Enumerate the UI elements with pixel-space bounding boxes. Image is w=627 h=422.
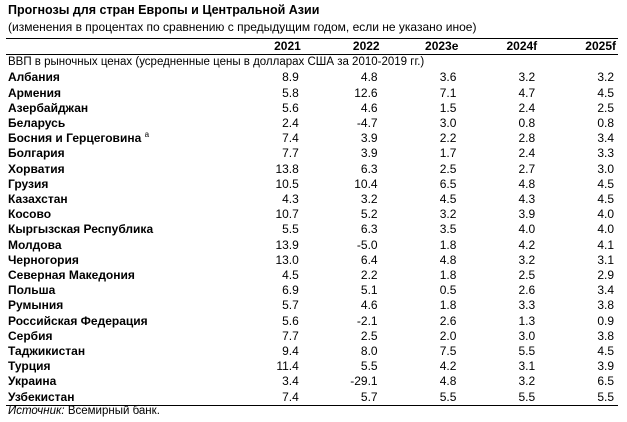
table-row [6,222,618,237]
value-cell: 4.7 [518,85,536,100]
value-cell: 2.6 [439,313,457,328]
value-cell: 3.2 [439,207,457,222]
value-cell: 5.2 [360,207,378,222]
value-cell: 7.4 [282,131,299,146]
country-label: Албания [8,70,60,85]
value-cell: 7.5 [439,344,457,359]
table-row [6,283,618,298]
source-label: Источник: [8,405,65,417]
value-cell: 13.8 [275,161,299,176]
value-cell: 2.2 [360,268,378,283]
table-row [6,374,618,389]
value-cell: 4.6 [360,100,378,115]
value-cell: 4.0 [597,222,614,237]
table-subtitle: (изменения в процентах по сравнению с предыдущим годом, если не указано иное) [8,20,477,34]
table-row [6,359,618,374]
value-cell: 5.5 [518,344,536,359]
section-row [6,55,618,71]
value-cell: 5.7 [282,298,299,313]
value-cell: 2.0 [439,328,457,343]
table-row [6,268,618,283]
value-cell: 3.2 [518,374,536,389]
table-row [6,298,618,313]
value-cell: 3.9 [360,146,378,161]
country-name [6,131,224,146]
table-row [6,86,618,101]
value-cell: 4.0 [597,207,614,222]
value-cell: 3.1 [597,252,614,267]
value-cell: 4.5 [282,268,299,283]
country-label: Кыргызская Республика [8,222,154,237]
value-cell: 3.1 [518,359,536,374]
value-cell: 1.8 [439,237,457,252]
country-name [6,192,224,207]
country-name [6,162,224,177]
value-cell: 4.1 [597,237,614,252]
value-cell: 7.4 [224,390,303,406]
value-cell: 3.3 [597,146,614,161]
value-cell: 4.8 [360,70,378,85]
table-row [6,146,618,161]
value-cell: 3.6 [439,70,457,85]
country-label: Армения [8,85,62,100]
value-cell: 3.8 [597,328,614,343]
country-label: Польша [8,283,56,298]
value-cell: 13.0 [275,252,299,267]
country-label: Сербия [8,328,53,343]
value-cell: 2.5 [439,161,457,176]
table-row [6,116,618,131]
table-row [6,131,618,146]
value-cell: 2.2 [439,131,457,146]
source-note [8,405,160,417]
table-row [6,101,618,116]
value-cell: 3.9 [597,359,614,374]
value-cell: 4.5 [597,176,614,191]
value-cell: -2.1 [356,313,378,328]
table-row [6,253,618,268]
value-cell: 5.5 [539,390,618,406]
country-name [6,146,224,161]
country-name [6,207,224,222]
country-label: Узбекистан [8,389,75,404]
value-cell: 0.8 [597,116,614,131]
value-cell: 5.5 [282,222,299,237]
value-cell: 2.8 [518,131,536,146]
country-label: Косово [8,207,52,222]
value-cell: 0.9 [597,313,614,328]
value-cell: 7.7 [282,328,299,343]
value-cell: 4.3 [518,192,536,207]
table-row [6,329,618,344]
header-year: 2021 [224,39,303,55]
value-cell: 10.7 [275,207,299,222]
value-cell: 3.0 [439,116,457,131]
value-cell: 3.9 [360,131,378,146]
country-name [6,314,224,329]
value-cell: 3.8 [597,298,614,313]
country-name [6,101,224,116]
country-label: Турция [8,359,51,374]
country-name [6,329,224,344]
value-cell: 4.6 [360,298,378,313]
country-label: Российская Федерация [8,313,148,328]
country-label: Беларусь [8,116,66,131]
value-cell: -5.0 [356,237,378,252]
table-row [6,177,618,192]
country-label: Болгария [8,146,65,161]
value-cell: 4.8 [439,374,457,389]
value-cell: 0.5 [439,283,457,298]
value-cell: 5.6 [282,313,299,328]
country-name [6,374,224,389]
value-cell: 2.5 [518,268,536,283]
value-cell: 3.4 [597,131,614,146]
country-name [6,238,224,253]
value-cell: 5.8 [282,85,299,100]
country-name [6,283,224,298]
value-cell: -4.7 [356,116,378,131]
country-name [6,359,224,374]
country-name [6,390,224,406]
value-cell: 4.5 [597,344,614,359]
value-cell: 3.2 [518,252,536,267]
value-cell: 2.4 [282,116,299,131]
value-cell: 3.4 [282,374,299,389]
value-cell: 3.5 [439,222,457,237]
value-cell: 4.5 [439,192,457,207]
value-cell: 3.2 [360,192,378,207]
country-name [6,177,224,192]
value-cell: 5.6 [282,100,299,115]
country-label: Румыния [8,298,64,313]
value-cell: 3.4 [597,283,614,298]
value-cell: 3.2 [597,70,614,85]
header-row [6,39,618,55]
country-name [6,222,224,237]
value-cell: 4.5 [597,85,614,100]
value-cell: 1.7 [439,146,457,161]
value-cell: 10.5 [275,176,299,191]
value-cell: 4.8 [439,252,457,267]
value-cell: 6.3 [360,222,378,237]
value-cell: 4.0 [518,222,536,237]
header-year: 2024f [460,39,539,55]
table-title: Прогнозы для стран Европы и Центральной Азии [8,3,320,17]
value-cell: 13.9 [275,237,299,252]
table-row [6,238,618,253]
value-cell: 6.5 [597,374,614,389]
value-cell: 6.5 [439,176,457,191]
country-label: Украина [8,374,57,389]
country-label: Черногория [8,252,79,267]
value-cell: 4.5 [597,192,614,207]
table-row [6,192,618,207]
value-cell: 4.2 [518,237,536,252]
table-row [6,344,618,359]
value-cell: 11.4 [276,359,299,374]
country-label: Северная Македония [8,268,135,283]
country-label: Хорватия [8,161,65,176]
value-cell: 1.5 [439,100,457,115]
table-row [6,207,618,222]
country-label: Азербайджан [8,100,89,115]
value-cell: 12.6 [354,85,378,100]
value-cell: 2.7 [518,161,536,176]
value-cell: 3.0 [518,328,536,343]
value-cell: 5.5 [460,390,539,406]
value-cell: 7.1 [439,85,457,100]
value-cell: 8.9 [282,70,299,85]
header-year: 2025f [539,39,618,55]
country-name [6,70,224,85]
value-cell: 5.5 [360,359,378,374]
value-cell: 1.8 [439,268,457,283]
header-year: 2023e [382,39,461,55]
value-cell: 4.8 [518,176,536,191]
country-name [6,253,224,268]
value-cell: 6.9 [282,283,299,298]
country-label: Казахстан [8,192,68,207]
value-cell: 5.5 [382,390,461,406]
value-cell: 5.7 [303,390,382,406]
country-name [6,268,224,283]
value-cell: 5.1 [360,283,378,298]
header-country [6,39,224,55]
value-cell: 9.4 [282,344,299,359]
value-cell: 2.6 [518,283,536,298]
table-row [6,314,618,329]
section-label: ВВП в рыночных ценах (усредненные цены в долларах США за 2010-2019 гг.) [8,56,425,69]
value-cell: 8.0 [360,344,378,359]
footnote-marker: a [144,130,150,140]
value-cell: 4.3 [282,192,299,207]
value-cell: 10.4 [354,176,378,191]
value-cell: 2.4 [518,100,536,115]
value-cell: 1.8 [439,298,457,313]
source-text: Всемирный банк. [67,405,160,417]
value-cell: 0.8 [518,116,536,131]
country-label: Таджикистан [8,344,86,359]
value-cell: 3.0 [597,161,614,176]
value-cell: 4.2 [439,359,457,374]
country-name [6,344,224,359]
value-cell: 2.9 [597,268,614,283]
value-cell: 2.5 [360,328,378,343]
header-year: 2022 [303,39,382,55]
value-cell: 2.4 [518,146,536,161]
table-row [6,70,618,85]
table-row [6,390,618,406]
country-label: Молдова [8,237,62,252]
value-cell: 2.5 [597,100,614,115]
value-cell: 6.3 [360,161,378,176]
value-cell: 1.3 [518,313,536,328]
country-name [6,86,224,101]
value-cell: 3.2 [518,70,536,85]
value-cell: 6.4 [360,252,378,267]
value-cell: 3.9 [518,207,536,222]
value-cell: 7.7 [282,146,299,161]
country-name [6,116,224,131]
country-name [6,298,224,313]
value-cell: 3.3 [518,298,536,313]
country-label: Босния и Герцеговина [8,131,142,146]
value-cell: -29.1 [350,374,378,389]
forecast-table [6,38,618,406]
table-row [6,162,618,177]
country-label: Грузия [8,176,49,191]
